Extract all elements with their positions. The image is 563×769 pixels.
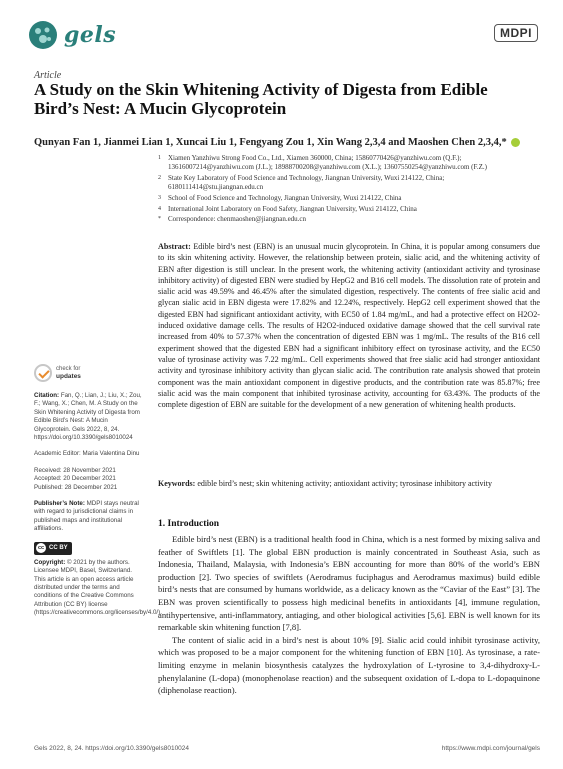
check-updates-label: updates <box>56 372 81 380</box>
affiliation-number: 3 <box>158 194 161 201</box>
check-label: check for <box>56 365 81 372</box>
affiliation <box>158 174 538 192</box>
affiliation-text: School of Food Science and Technology, Jiangnan University, Wuxi 214122, China <box>168 193 402 202</box>
abstract <box>158 241 540 410</box>
publisher-note-text: MDPI stays neutral with regard to jurisdictional claims in published maps and institutional affiliations. <box>34 500 139 533</box>
check-updates-badge[interactable] <box>34 364 144 382</box>
article-type: Article <box>34 70 62 81</box>
journal-logo[interactable] <box>28 20 116 50</box>
copyright-block <box>34 558 162 618</box>
affiliation-number: 1 <box>158 155 161 161</box>
authors-text: Qunyan Fan 1, Jianmei Lian 1, Xuncai Liu 1, Fengyang Zou 1, Xin Wang 2,3,4 and Maoshen Chen 2,3,4,* <box>34 137 507 148</box>
cc-license-badge[interactable] <box>34 542 144 555</box>
publisher-name: MDPI <box>500 26 532 40</box>
section-heading: 1. Introduction <box>158 519 220 529</box>
affiliation <box>158 154 538 172</box>
correspondence <box>158 215 538 224</box>
cc-by-label: CC BY <box>49 544 68 551</box>
published-date: Published: 28 December 2021 <box>34 483 118 491</box>
affiliation-text: State Key Laboratory of Food Science and Technology, Jiangnan University, Wuxi 214122, China; 6180111414@stu.jiangnan.edu.cn <box>168 173 445 192</box>
check-updates-text <box>56 366 81 381</box>
article-sidebar <box>34 364 162 626</box>
citation-text: Fan, Q.; Lian, J.; Liu, X.; Zou, F.; Wang, X.; Chen, M. A Study on the Skin Whitening Activity of Digesta from Edible Bird’s Nest: A Mucin Glycoprotein. Gels 2022, 8, 24. https://doi.org/10.3390/gels8010024 <box>34 392 142 442</box>
affiliation-number: 2 <box>158 174 161 181</box>
copyright-label: Copyright: <box>34 558 66 566</box>
author-list <box>34 137 539 148</box>
dates-block <box>34 467 144 492</box>
cc-circle-icon: cc <box>37 545 45 552</box>
affiliation-text: International Joint Laboratory on Food Safety, Jiangnan University, Wuxi 214122, China <box>168 204 417 213</box>
citation-block <box>34 392 144 442</box>
page-footer <box>34 745 540 752</box>
academic-editor: Academic Editor: Maria Valentina Dinu <box>34 450 140 458</box>
abstract-label: Abstract: <box>158 242 191 251</box>
publisher-note <box>34 500 144 534</box>
article-title: A Study on the Skin Whitening Activity of Digesta from Edible Bird’s Nest: A Mucin Glycoprotein <box>34 80 488 118</box>
introduction-body <box>158 533 540 697</box>
affiliation-text: Xiamen Yanzhiwu Strong Food Co., Ltd., Xiamen 360000, China; 15860770426@yanzhiwu.com (Q.F.); 13616007214@yanzhiwu.com (J.L.); 18988700208@yanzhiwu.com (X.L.); 13607550254@yanzhiwu.com (F.Z.) <box>168 154 487 172</box>
keywords <box>158 478 540 489</box>
footer-journal-url[interactable]: https://www.mdpi.com/journal/gels <box>441 745 540 752</box>
affiliation-number: 4 <box>158 205 161 212</box>
affiliation-number: * <box>158 216 161 223</box>
copyright-text: © 2021 by the authors. Licensee MDPI, Basel, Switzerland. This article is an open access article distributed under the terms and conditions of the Creative Commons Attribution (CC BY) license (https://creativecommons.org/licenses/by/4.0/). <box>34 558 162 617</box>
publisher-logo[interactable] <box>494 24 538 42</box>
citation-label: Citation: <box>34 392 60 399</box>
orcid-icon[interactable] <box>511 138 520 147</box>
cc-by-icon <box>34 542 72 555</box>
keywords-text: edible bird’s nest; skin whitening activity; antioxidant activity; tyrosinase inhibitory activity <box>197 479 492 488</box>
affiliation <box>158 205 538 214</box>
check-updates-icon <box>34 364 52 382</box>
correspondence-text: Correspondence: chenmaoshen@jiangnan.edu.cn <box>168 215 307 224</box>
abstract-text: Edible bird’s nest (EBN) is an unusual mucin glycoprotein. In China, it is popular among consumers due to its skin whitening activity. However, the relationship between protein, sialic acid, and the whitening activity of EBN after digestion is still unclear. In the present work, the whitening activity (antioxidant activity and tyrosinase inhibitory activity) of digested EBN were studied by HepG2 and B16 cell models. The dissolution rate of protein and sialic acid was 49.59% and 46.45% after the simulated digestion, respectively. The contents of free sialic acid and glycan sialic acid in EBN digesta were 17.82% and 12.24%, respectively. HepG2 cell experiment showed that the digested EBN had significant antioxidant activity, with EC50 of 1.84 mg/mL, and had a protective effect on H2O2-induced oxidative damage cells. The results of H2O2-induced oxidative damage showed that the cell survival rate increased from 40% to 57.37% when the concentration of digested EBN was 1 mg/mL. The results of the B16 cell experiment showed that the digested EBN had a significant inhibitory effect on tyrosinase activity, and the EC50 value of tyrosinase activity was 7.22 mg/mL. Cell experiments showed that free sialic acid had stronger antioxidant activity and tyrosinase inhibitory activity than glycan sialic acid. The contribution rate analysis showed that protein component was the main antioxidant component in digestive products, and the contribution rate was 85.87%; free sialic acid was the main component that inhibited tyrosinase activity, accounting for 63.43%. The products of the complete digestion of EBN are suitable for the development of a new generation of whitening health products. <box>158 242 541 410</box>
accepted-date: Accepted: 20 December 2021 <box>34 475 116 483</box>
journal-header <box>28 20 538 60</box>
publisher-note-label: Publisher’s Note: <box>34 500 85 508</box>
received-date: Received: 28 November 2021 <box>34 466 116 474</box>
footer-citation[interactable]: Gels 2022, 8, 24. https://doi.org/10.3390/gels8010024 <box>34 745 190 752</box>
intro-paragraph-1: Edible bird’s nest (EBN) is a traditional health food in China, which is a nest formed by mixing saliva and feather of Swiftlets [1]. The global EBN production is mainly concentrated in Southeast Asia, such as Indonesia, Thailand, Malaysia, with Indonesia’s EBN accounting for more than 80% of the world’s EBN production [2]. Two species of swiftlets (Aerodramus fuciphagus and Aerodramus maximus) build edible bird’s nests that are consumed by humans worldwide, as a delicacy known as the “Caviar of the East” [3]. The EBN was proven scientifically to possess high medicinal benefits in antioxidants [4], immune regulation, antihypertensive, anti-inflammatory, antiaging, and other biological activities [5,6]. EBN is well known for its remarkable skin whitening function [7,8]. <box>158 534 540 633</box>
journal-name: gels <box>64 22 117 48</box>
affiliation <box>158 194 538 203</box>
keywords-label: Keywords: <box>158 479 196 488</box>
affiliations <box>158 154 538 226</box>
gels-logo-icon <box>28 20 58 50</box>
intro-paragraph-2: The content of sialic acid in a bird’s nest is about 10% [9]. Sialic acid could inhibit tyrosinase activity, which was proposed to be a major component for the whitening function of EBN [10]. As tyrosinase, a rate-limiting enzyme in melanin biosynthesis catalyzes the hydroxylation of L-tyrosine to 3,4-dihydroxy-L-phenylalanine (L-dopa) (monophenolase reaction) and the subsequent oxidation of L-dopa to L-dopaquinone (diphenolase reaction). <box>158 634 540 696</box>
